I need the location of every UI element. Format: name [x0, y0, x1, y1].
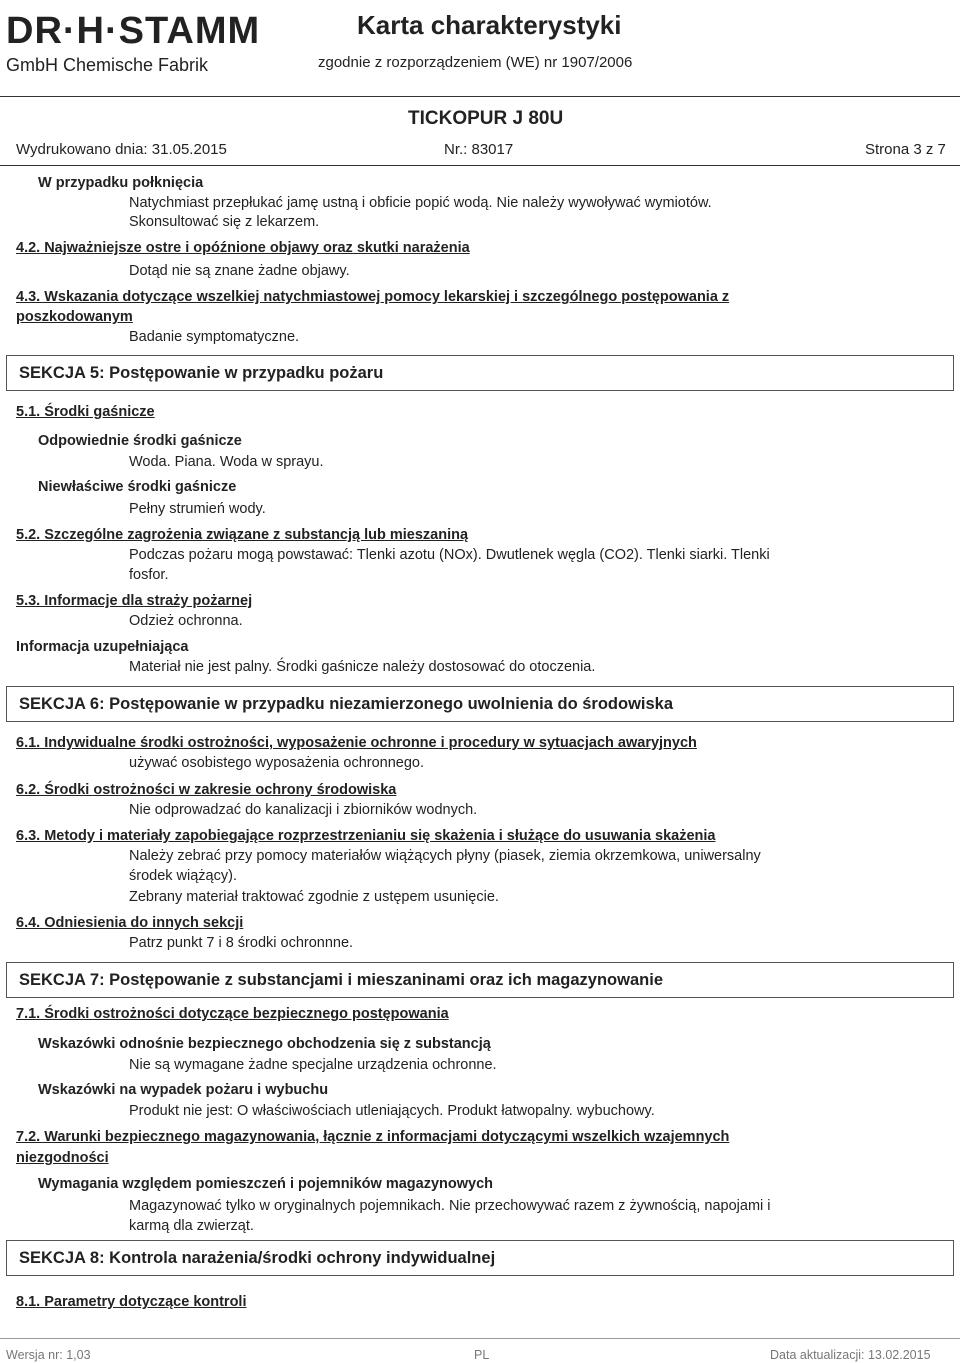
subsection-4-3-text: Badanie symptomatyczne.: [129, 329, 300, 345]
subsection-6-2-text: Nie odprowadzać do kanalizacji i zbiorników wodnych.: [129, 802, 478, 818]
subsection-7-1-heading: 7.1. Środki ostrożności dotyczące bezpiecznego postępowania: [16, 1006, 449, 1022]
unsuitable-media-text: Pełny strumień wody.: [129, 501, 266, 517]
update-date: Data aktualizacji: 13.02.2015: [770, 1348, 931, 1362]
subsection-6-1-text: używać osobistego wyposażenia ochronnego.: [129, 755, 425, 771]
subsection-7-2-heading: 7.2. Warunki bezpiecznego magazynowania, łącznie z informacjami dotyczącymi wszelkich wzajemnych: [16, 1129, 730, 1145]
company-subtitle: GmbH Chemische Fabrik: [6, 55, 209, 75]
subsection-6-1-heading: 6.1. Indywidualne środki ostrożności, wyposażenie ochronne i procedury w sytuacjach awaryjnych: [16, 735, 697, 751]
swallow-text-2: Skonsultować się z lekarzem.: [129, 214, 320, 230]
section-8-title: SEKCJA 8: Kontrola narażenia/środki ochrony indywidualnej: [6, 1240, 954, 1276]
page-indicator: Strona 3 z 7: [865, 141, 946, 158]
product-name: TICKOPUR J 80U: [408, 108, 564, 129]
header-divider: [0, 96, 960, 97]
regulation-text: zgodnie z rozporządzeniem (WE) nr 1907/2006: [318, 54, 633, 71]
storage-requirements-text-2: karmą dla zwierząt.: [129, 1218, 254, 1234]
subsection-5-2-heading: 5.2. Szczególne zagrożenia związane z substancją lub mieszaniną: [16, 527, 469, 543]
subsection-6-3-heading: 6.3. Metody i materiały zapobiegające rozprzestrzenianiu się skażenia i służące do usuwania skażenia: [16, 828, 716, 844]
storage-requirements-heading: Wymagania względem pomieszczeń i pojemników magazynowych: [38, 1176, 493, 1192]
version-number: Wersja nr: 1,03: [6, 1348, 91, 1362]
section-5-title: SEKCJA 5: Postępowanie w przypadku pożaru: [6, 355, 954, 391]
suitable-media-text: Woda. Piana. Woda w sprayu.: [129, 454, 324, 470]
subsection-4-3-heading: 4.3. Wskazania dotyczące wszelkiej natychmiastowej pomocy lekarskiej i szczególnego postępowania z: [16, 289, 730, 305]
section-7-title: SEKCJA 7: Postępowanie z substancjami i mieszaninami oraz ich magazynowanie: [6, 962, 954, 998]
unsuitable-media-heading: Niewłaściwe środki gaśnicze: [38, 479, 237, 495]
subsection-5-3-heading: 5.3. Informacje dla straży pożarnej: [16, 593, 253, 609]
subsection-6-4-heading: 6.4. Odniesienia do innych sekcji: [16, 915, 244, 931]
subsection-5-3-text: Odzież ochronna.: [129, 613, 243, 629]
subsection-8-1-heading: 8.1. Parametry dotyczące kontroli: [16, 1294, 247, 1310]
additional-info-heading: Informacja uzupełniająca: [16, 639, 189, 655]
fire-explosion-text: Produkt nie jest: O właściwościach utleniających. Produkt łatwopalny. wybuchowy.: [129, 1103, 655, 1119]
subsection-6-4-text: Patrz punkt 7 i 8 środki ochronnne.: [129, 935, 354, 951]
company-logo: DR·H·STAMM: [6, 10, 261, 52]
document-number: Nr.: 83017: [444, 141, 514, 158]
language-code: PL: [474, 1348, 490, 1362]
swallow-text-1: Natychmiast przepłukać jamę ustną i obficie popić wodą. Nie należy wywoływać wymiotów.: [129, 195, 712, 211]
additional-info-text: Materiał nie jest palny. Środki gaśnicze należy dostosować do otoczenia.: [129, 659, 596, 675]
handling-text: Nie są wymagane żadne specjalne urządzenia ochronne.: [129, 1057, 497, 1073]
subsection-5-2-text-1: Podczas pożaru mogą powstawać: Tlenki azotu (NOx). Dwutlenek węgla (CO2). Tlenki siarki. Tlenki: [129, 547, 770, 563]
subsection-6-3-text-3: Zebrany materiał traktować zgodnie z ustępem usunięcie.: [129, 889, 499, 905]
swallow-heading: W przypadku połknięcia: [38, 175, 204, 191]
subsection-7-2-heading-cont: niezgodności: [16, 1150, 109, 1166]
fire-explosion-heading: Wskazówki na wypadek pożaru i wybuchu: [38, 1082, 329, 1098]
meta-divider: [0, 165, 960, 166]
subsection-4-2-text: Dotąd nie są znane żadne objawy.: [129, 263, 350, 279]
section-6-title: SEKCJA 6: Postępowanie w przypadku niezamierzonego uwolnienia do środowiska: [6, 686, 954, 722]
footer-divider: [0, 1338, 960, 1339]
subsection-5-2-text-2: fosfor.: [129, 567, 169, 583]
subsection-6-2-heading: 6.2. Środki ostrożności w zakresie ochrony środowiska: [16, 782, 397, 798]
print-date: Wydrukowano dnia: 31.05.2015: [16, 141, 227, 158]
subsection-4-2-heading: 4.2. Najważniejsze ostre i opóźnione objawy oraz skutki narażenia: [16, 240, 470, 256]
handling-heading: Wskazówki odnośnie bezpiecznego obchodzenia się z substancją: [38, 1036, 491, 1052]
subsection-6-3-text-2: środek wiążący).: [129, 868, 237, 884]
subsection-6-3-text-1: Należy zebrać przy pomocy materiałów wiążących płyny (piasek, ziemia okrzemkowa, uniwersalny: [129, 848, 761, 864]
storage-requirements-text-1: Magazynować tylko w oryginalnych pojemnikach. Nie przechowywać razem z żywnością, napojami i: [129, 1198, 771, 1214]
subsection-4-3-heading-cont: poszkodowanym: [16, 309, 133, 325]
document-title: Karta charakterystyki: [357, 10, 622, 40]
suitable-media-heading: Odpowiednie środki gaśnicze: [38, 433, 242, 449]
subsection-5-1-heading: 5.1. Środki gaśnicze: [16, 404, 155, 420]
